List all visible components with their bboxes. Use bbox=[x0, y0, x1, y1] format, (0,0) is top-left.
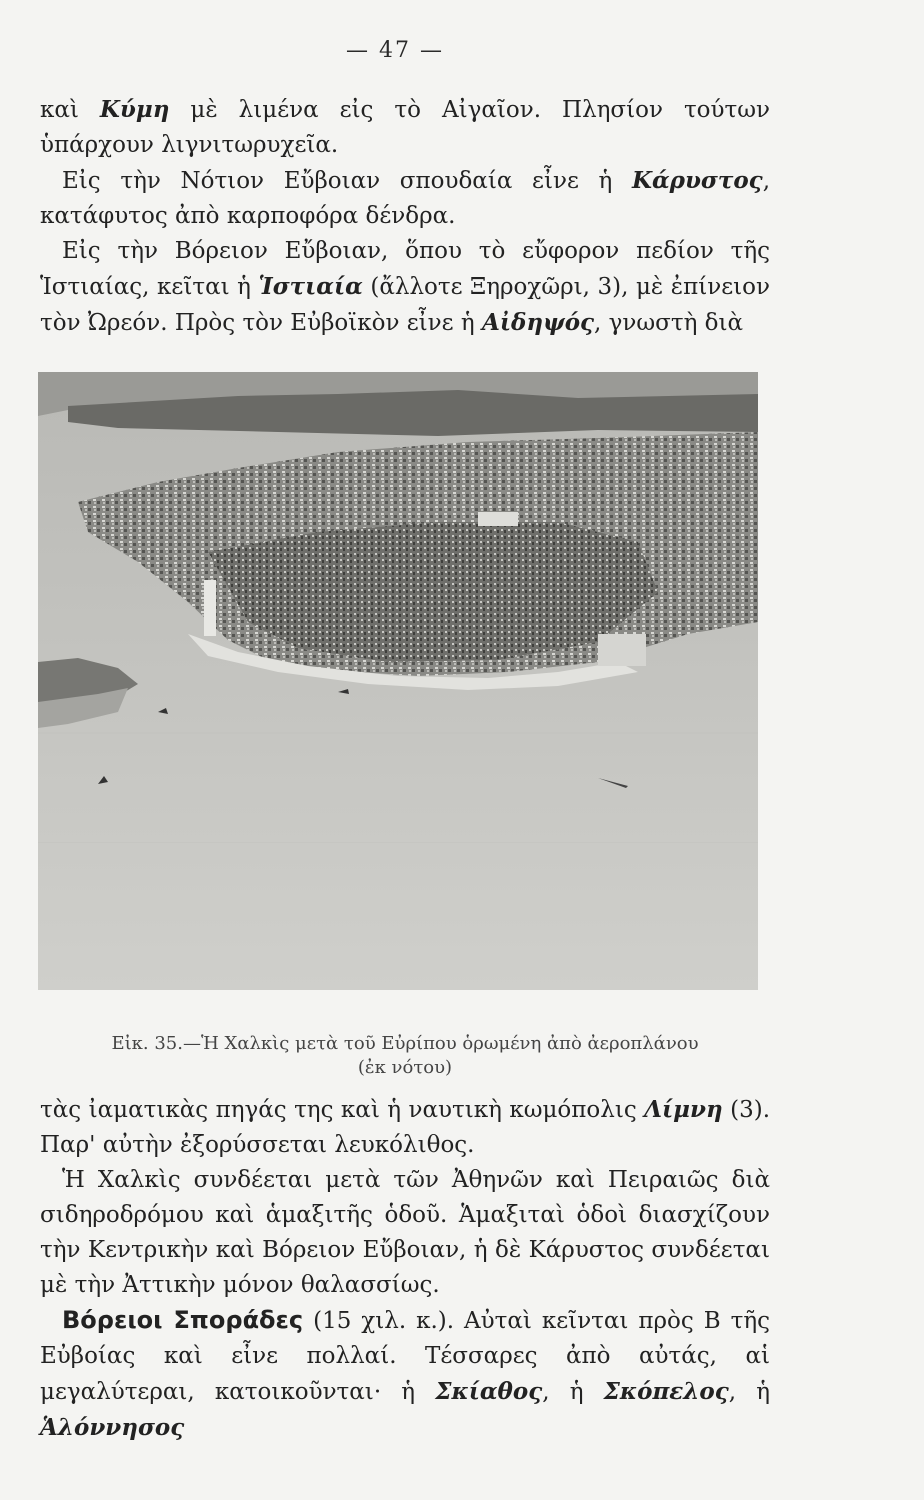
bottom-text bbox=[40, 1092, 770, 1446]
text-run: Εἰς τὴν Βόρειον Εὔβοιαν, ὅπου τὸ εὔφορον πεδίον τῆς Ἱστιαίας, κεῖται ἡ bbox=[40, 238, 770, 300]
place-name: Κύμη bbox=[99, 96, 170, 123]
aerial-photo-chalkis bbox=[38, 372, 758, 990]
place-name: Αἰδηψός bbox=[482, 309, 595, 336]
caption-line: (ἐκ νότου) bbox=[357, 1057, 453, 1078]
paragraph-limni bbox=[40, 1092, 770, 1163]
text-run: , κατάφυτος ἀπὸ καρποφόρα δένδρα. bbox=[40, 168, 770, 229]
place-name: Ἁλόννησος bbox=[40, 1414, 185, 1441]
paragraph-sporades bbox=[40, 1303, 770, 1446]
text-run: , ἡ bbox=[728, 1379, 771, 1405]
place-name: Σκόπελος bbox=[603, 1378, 729, 1405]
text-run: Εἰς τὴν Νότιον Εὔβοιαν σπουδαία εἶνε ἡ bbox=[62, 168, 632, 194]
page-number: — 47 — bbox=[346, 38, 444, 63]
paragraph-chalkis-links: Ἡ Χαλκὶς συνδέεται μετὰ τῶν Ἀθηνῶν καὶ Πειραιῶς διὰ σιδηροδρόμου καὶ ἁμαξιτῆς ὁδοῦ. Ἁμαξιταὶ ὁδοὶ διασχίζουν τὴν Κεντρικὴν καὶ Βόρειον Εὔβοιαν, ἡ δὲ Κάρυστος συνδέεται μὲ τὴν Ἀττικὴν μόνον θαλασσίως. bbox=[40, 1167, 770, 1298]
text-run: τὰς ἰαματικὰς πηγάς της καὶ ἡ ναυτικὴ κωμόπολις bbox=[40, 1097, 645, 1123]
text-run: , γνωστὴ διὰ bbox=[594, 310, 744, 336]
place-name: Λίμνη bbox=[644, 1096, 723, 1123]
place-name: Κάρυστος bbox=[631, 167, 763, 194]
top-text bbox=[40, 92, 770, 341]
paragraph-istiaia bbox=[40, 234, 770, 341]
place-name: Ἱστιαία bbox=[258, 273, 363, 300]
place-name: Σκίαθος bbox=[435, 1378, 543, 1405]
figure-caption bbox=[40, 1032, 770, 1080]
text-run: καὶ bbox=[40, 97, 100, 123]
paragraph-karystos bbox=[40, 163, 770, 234]
paragraph-kymi bbox=[40, 92, 770, 163]
text-run: μὲ λιμένα εἰς τὸ Αἰγαῖον. Πλησίον τούτων ὑπάρχουν λιγνιτωρυχεῖα. bbox=[40, 97, 770, 158]
text-run: (15 χιλ. κ.). Αὐταὶ κεῖνται πρὸς Β τῆς Εὐβοίας καὶ εἶνε πολλαί. Τέσσαρες ἀπὸ αὐτάς, αἱ μεγαλύτεραι, κατοικοῦνται· ἡ bbox=[40, 1308, 771, 1405]
text-run: (ἄλλοτε Ξηροχῶρι, 3), μὲ ἐπίνειον τὸν Ὠρεόν. Πρὸς τὸν Εὐβοϊκὸν εἶνε ἡ bbox=[40, 274, 770, 336]
aerial-photo-drawing bbox=[38, 372, 758, 990]
section-title: Βόρειοι Σποράδες bbox=[62, 1306, 304, 1334]
caption-line: Εἰκ. 35.—Ἡ Χαλκὶς μετὰ τοῦ Εὐρίπου ὁρωμένη ἀπὸ ἀεροπλάνου bbox=[111, 1033, 699, 1054]
text-run: (3). Παρ' αὐτὴν ἐξορύσσεται λευκόλιθος. bbox=[40, 1097, 771, 1158]
text-run: , ἡ bbox=[542, 1379, 604, 1405]
